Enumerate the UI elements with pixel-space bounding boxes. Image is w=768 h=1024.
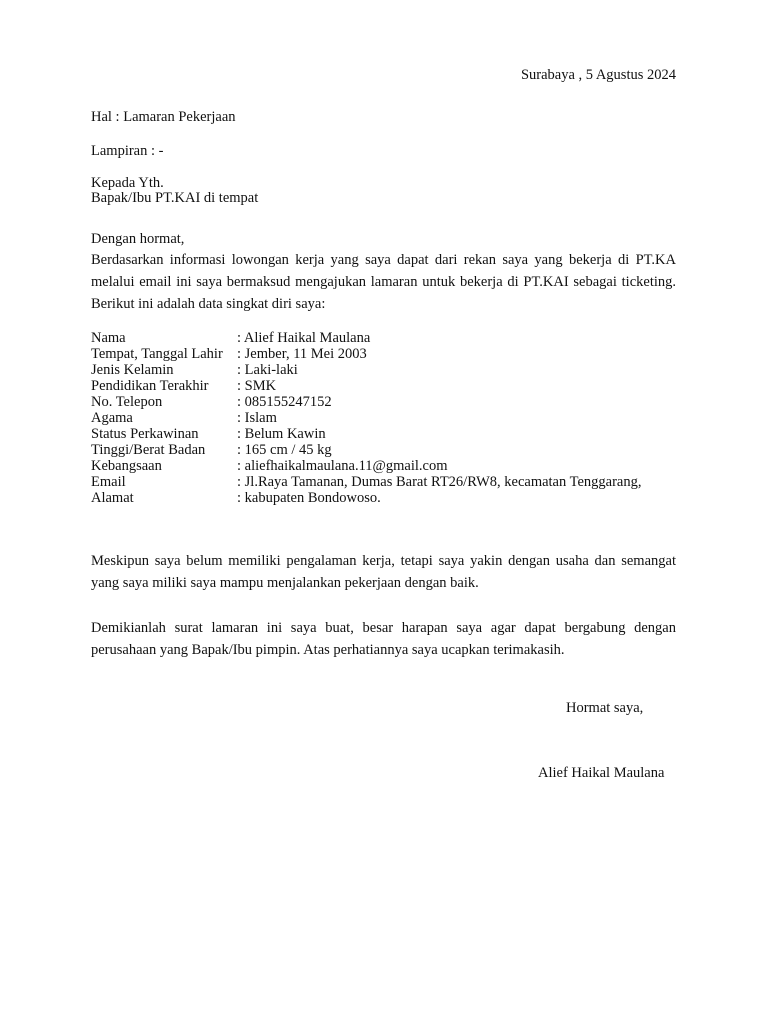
closing-paragraph: Demikianlah surat lamaran ini saya buat, besar harapan saya agar dapat bergabung dengan perusahaan yang Bapak/Ibu pimpin. Atas perhatiannya saya ucapkan terimakasih.	[91, 620, 676, 658]
personal-data-row	[91, 330, 641, 346]
personal-data-value: : Jember, 11 Mei 2003	[237, 346, 367, 362]
personal-data-label: Pendidikan Terakhir	[91, 378, 209, 394]
personal-data-row	[91, 474, 641, 490]
personal-data-row	[91, 426, 641, 442]
personal-data-row	[91, 346, 641, 362]
personal-data-label: Kebangsaan	[91, 458, 162, 474]
sign-off: Hormat saya,	[566, 700, 644, 716]
personal-data-value: : 085155247152	[237, 394, 332, 410]
personal-data-value: : Belum Kawin	[237, 426, 326, 442]
personal-data-label: Status Perkawinan	[91, 426, 199, 442]
personal-data-value: : aliefhaikalmaulana.11@gmail.com	[237, 458, 448, 474]
personal-data-value: : kabupaten Bondowoso.	[237, 490, 381, 506]
personal-data-row	[91, 442, 641, 458]
recipient-line-2: Bapak/Ibu PT.KAI di tempat	[91, 190, 259, 206]
personal-data-value: : Jl.Raya Tamanan, Dumas Barat RT26/RW8, kecamatan Tenggarang,	[237, 474, 642, 490]
personal-data-label: Nama	[91, 330, 126, 346]
place-date: Surabaya , 5 Agustus 2024	[520, 67, 676, 83]
personal-data-value: : SMK	[237, 378, 277, 394]
attachment-line: Lampiran : -	[91, 143, 164, 159]
personal-data-label: Email	[91, 474, 126, 490]
personal-data-label: Tinggi/Berat Badan	[91, 442, 206, 458]
signatory-name: Alief Haikal Maulana	[538, 765, 665, 781]
personal-data-label: Tempat, Tanggal Lahir	[91, 346, 223, 362]
greeting: Dengan hormat,	[91, 231, 185, 247]
personal-data-label: Agama	[91, 410, 133, 426]
personal-data-label: Jenis Kelamin	[91, 362, 174, 378]
personal-data-row	[91, 394, 641, 410]
recipient-line-1: Kepada Yth.	[91, 175, 164, 191]
personal-data-label: Alamat	[91, 490, 134, 506]
personal-data-row	[91, 378, 641, 394]
personal-data-value: : Islam	[237, 410, 277, 426]
personal-data-row	[91, 362, 641, 378]
personal-data-value: : 165 cm / 45 kg	[237, 442, 332, 458]
personal-data-value: : Laki-laki	[237, 362, 298, 378]
personal-data-row	[91, 410, 641, 426]
body-paragraph: Meskipun saya belum memiliki pengalaman kerja, tetapi saya yakin dengan usaha dan semangat yang saya miliki saya mampu menjalankan pekerjaan dengan baik.	[91, 553, 676, 591]
personal-data-row	[91, 458, 641, 474]
personal-data-value: : Alief Haikal Maulana	[237, 330, 371, 346]
personal-data-label: No. Telepon	[91, 394, 163, 410]
intro-paragraph: Berdasarkan informasi lowongan kerja yang saya dapat dari rekan saya yang bekerja di PT.KA melalui email ini saya bermaksud mengajukan lamaran untuk bekerja di PT.KAI sebagai ticketing. Berikut ini adalah data singkat diri saya:	[91, 252, 676, 312]
personal-data-row	[91, 490, 641, 506]
personal-data-table	[91, 330, 641, 506]
subject-line: Hal : Lamaran Pekerjaan	[91, 109, 236, 125]
